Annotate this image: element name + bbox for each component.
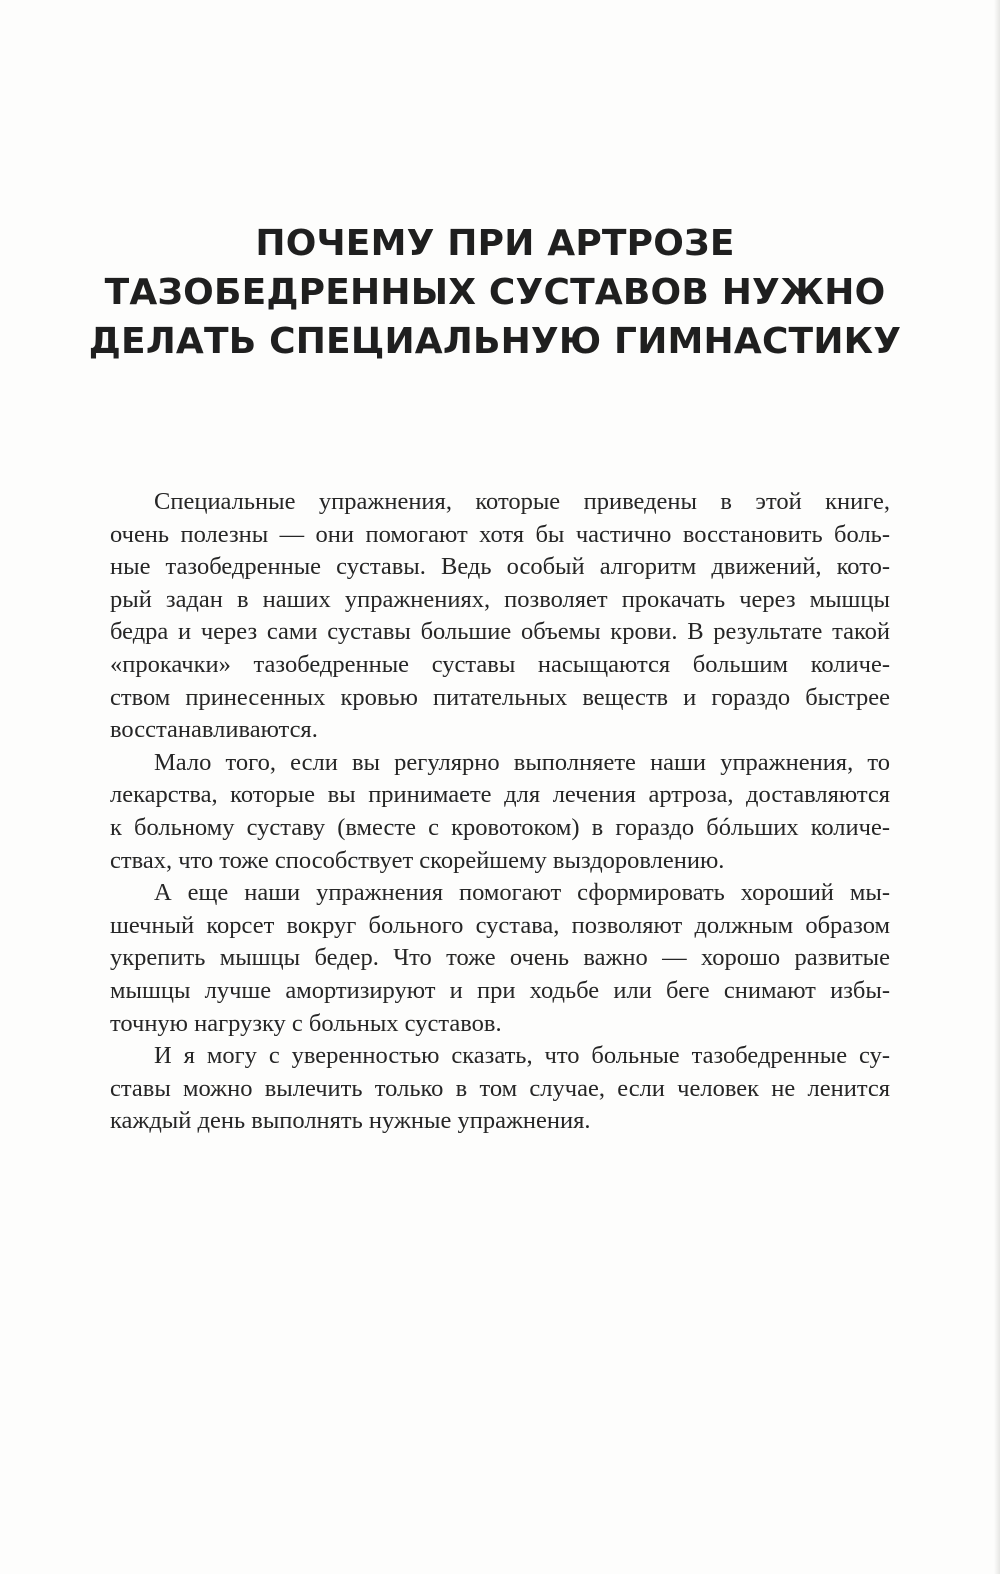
chapter-title-line: ДЕЛАТЬ СПЕЦИАЛЬНУЮ ГИМНАСТИКУ — [88, 321, 902, 362]
paragraph — [110, 486, 890, 747]
text-line: Мало того, если вы регулярно выполняете наши упражнения, то — [154, 748, 890, 776]
text-line: мышцы лучше амортизируют и при ходьбе или беге снимают избы- — [110, 976, 890, 1004]
text-line: точную нагрузку с больных суставов. — [110, 1009, 502, 1037]
page-edge — [994, 0, 1000, 1574]
text-line: шечный корсет вокруг больного сустава, позволяют должным образом — [110, 911, 890, 939]
text-line: И я могу с уверенностью сказать, что больные тазобедренные су- — [154, 1042, 890, 1070]
text-line: бедра и через сами суставы большие объемы крови. В результате такой — [110, 618, 890, 646]
text-line: укрепить мышцы бедер. Что тоже очень важно — хорошо развитые — [110, 944, 890, 972]
paragraph — [110, 877, 890, 1040]
text-line: «прокачки» тазобедренные суставы насыщаются большим количе- — [110, 650, 890, 678]
text-line: лекарства, которые вы принимаете для лечения артроза, доставляются — [110, 781, 890, 809]
chapter-title-line: ПОЧЕМУ ПРИ АРТРОЗЕ — [255, 223, 735, 264]
text-line: восстанавливаются. — [110, 716, 318, 744]
text-line: каждый день выполнять нужные упражнения. — [110, 1107, 591, 1135]
text-line: рый задан в наших упражнениях, позволяет прокачать через мышцы — [110, 585, 890, 613]
body-text — [110, 486, 890, 1138]
text-line: ствах, что тоже способствует скорейшему выздоровлению. — [110, 846, 725, 874]
text-line: к больному суставу (вместе с кровотоком) в гораздо бóльших количе- — [110, 813, 890, 841]
text-line: очень полезны — они помогают хотя бы частично восстановить боль- — [110, 520, 890, 548]
text-line: Специальные упражнения, которые приведены в этой книге, — [154, 488, 890, 515]
text-line: ные тазобедренные суставы. Ведь особый алгоритм движений, кото- — [110, 553, 890, 581]
chapter-title-line: ТАЗОБЕДРЕННЫХ СУСТАВОВ НУЖНО — [104, 272, 886, 313]
text-line: ством принесенных кровью питательных веществ и гораздо быстрее — [110, 683, 890, 711]
chapter-title — [60, 219, 930, 366]
text-line: ставы можно вылечить только в том случае, если человек не ленится — [110, 1074, 890, 1102]
paragraph — [110, 747, 890, 877]
text-line: А еще наши упражнения помогают сформировать хороший мы- — [154, 879, 890, 907]
paragraph — [110, 1040, 890, 1138]
